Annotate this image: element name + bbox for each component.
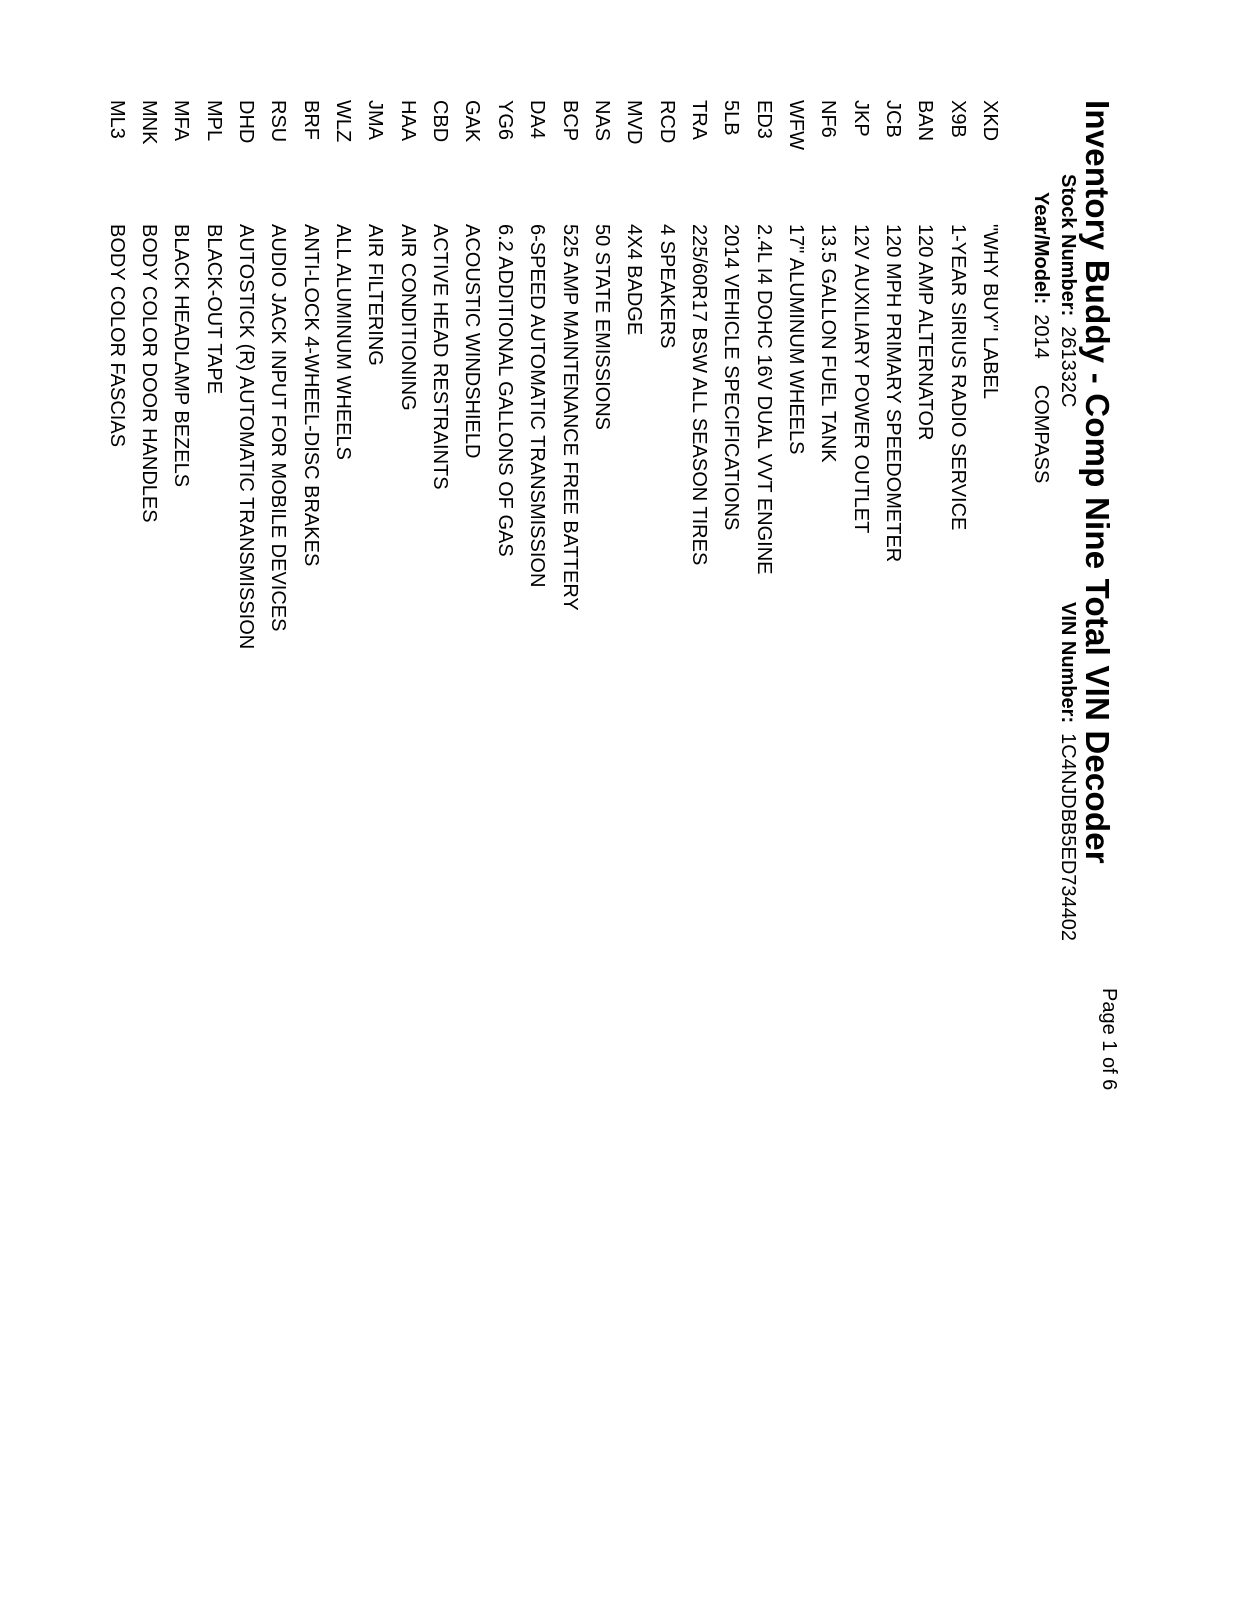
option-row [747, 100, 779, 649]
option-row [391, 100, 423, 649]
option-row [100, 100, 132, 649]
option-row [650, 100, 682, 649]
option-row [553, 100, 585, 649]
option-row [489, 100, 521, 649]
option-row [262, 100, 294, 649]
option-code: MPL [202, 100, 225, 142]
option-row [780, 100, 812, 649]
option-code: WFW [784, 100, 807, 150]
option-description: 120 AMP ALTERNATOR [914, 224, 937, 441]
option-code: NF6 [817, 100, 840, 138]
option-row [812, 100, 844, 649]
option-description: ACOUSTIC WINDSHIELD [461, 224, 484, 459]
option-description: 2014 VEHICLE SPECIFICATIONS [720, 224, 743, 531]
option-code: RSU [267, 100, 290, 143]
option-row [909, 100, 941, 649]
option-description: 1-YEAR SIRIUS RADIO SERVICE [946, 224, 969, 531]
option-row [974, 100, 1006, 649]
option-description: ALL ALUMINUM WHEELS [332, 224, 355, 460]
option-code: MVD [623, 100, 646, 145]
option-code: X9B [946, 100, 969, 138]
year-value: 2014 [1030, 314, 1052, 359]
option-code: NAS [590, 100, 613, 142]
option-row [456, 100, 488, 649]
option-code: RCD [655, 100, 678, 144]
option-code: MNK [138, 100, 161, 145]
option-row [618, 100, 650, 649]
option-row [424, 100, 456, 649]
stock-number-line [1056, 174, 1079, 407]
option-code: DA4 [526, 100, 549, 139]
option-description: AUDIO JACK INPUT FOR MOBILE DEVICES [267, 224, 290, 632]
option-code: JCB [881, 100, 904, 138]
option-code: BRF [299, 100, 322, 140]
option-code: JMA [364, 100, 387, 140]
option-row [359, 100, 391, 649]
option-row [715, 100, 747, 649]
option-code: JKP [849, 100, 872, 137]
option-description: "WHY BUY" LABEL [979, 224, 1001, 399]
year-model-label: Year/Model: [1030, 192, 1052, 305]
option-code: WLZ [332, 100, 355, 143]
year-model-line [1029, 192, 1052, 483]
option-row [941, 100, 973, 649]
option-code-list [100, 100, 1006, 649]
stock-number-value: 261332C [1057, 326, 1079, 408]
vin-number-line [1056, 602, 1079, 941]
option-description: 17" ALUMINUM WHEELS [784, 224, 807, 455]
option-code: CBD [429, 100, 452, 143]
option-code: XKD [979, 100, 1001, 142]
option-description: ACTIVE HEAD RESTRAINTS [429, 224, 452, 490]
option-row [165, 100, 197, 649]
option-code: MFA [170, 100, 193, 142]
option-description: 6.2 ADDITIONAL GALLONS OF GAS [493, 224, 516, 557]
option-code: ED3 [752, 100, 775, 139]
option-code: BAN [914, 100, 937, 142]
option-row [521, 100, 553, 649]
decoder-page [105, 100, 1120, 1100]
option-description: 225/60R17 BSW ALL SEASON TIRES [687, 224, 710, 566]
option-row [683, 100, 715, 649]
option-code: HAA [396, 100, 419, 142]
vin-number-value: 1C4NJDBB5ED734402 [1057, 733, 1079, 942]
option-description: 2.4L I4 DOHC 16V DUAL VVT ENGINE [752, 224, 775, 575]
option-row [230, 100, 262, 649]
option-description: ANTI-LOCK 4-WHEEL-DISC BRAKES [299, 224, 322, 567]
option-code: ML3 [105, 100, 128, 139]
option-description: 4X4 BADGE [623, 224, 646, 336]
option-description: 50 STATE EMISSIONS [590, 224, 613, 430]
option-description: BLACK HEADLAMP BEZELS [170, 224, 193, 488]
option-description: 4 SPEAKERS [655, 224, 678, 349]
option-row [586, 100, 618, 649]
model-value: COMPASS [1030, 384, 1052, 484]
option-row [294, 100, 326, 649]
option-code: DHD [235, 100, 258, 144]
option-code: 5LB [720, 100, 743, 136]
option-description: BODY COLOR FASCIAS [105, 224, 128, 448]
option-description: 13.5 GALLON FUEL TANK [817, 224, 840, 463]
option-row [327, 100, 359, 649]
option-description: BODY COLOR DOOR HANDLES [138, 224, 161, 523]
option-description: 525 AMP MAINTENANCE FREE BATTERY [558, 224, 581, 611]
option-description: AIR CONDITIONING [396, 224, 419, 411]
option-description: AUTOSTICK (R) AUTOMATIC TRANSMISSION [235, 224, 258, 650]
page-indicator: Page 1 of 6 [1098, 988, 1120, 1091]
option-code: BCP [558, 100, 581, 142]
option-code: YG6 [493, 100, 516, 141]
option-code: GAK [461, 100, 484, 143]
option-description: 12V AUXILIARY POWER OUTLET [849, 224, 872, 534]
option-description: 120 MPH PRIMARY SPEEDOMETER [881, 224, 904, 563]
option-row [844, 100, 876, 649]
option-description: BLACK-OUT TAPE [202, 224, 225, 395]
option-description: 6-SPEED AUTOMATIC TRANSMISSION [526, 224, 549, 588]
stock-number-label: Stock Number: [1057, 174, 1079, 317]
option-row [197, 100, 229, 649]
option-description: AIR FILTERING [364, 224, 387, 366]
option-code: TRA [687, 100, 710, 140]
page-title: Inventory Buddy - Comp Nine Total VIN Decoder [1079, 100, 1116, 864]
option-row [877, 100, 909, 649]
vin-number-label: VIN Number: [1057, 602, 1079, 724]
option-row [133, 100, 165, 649]
